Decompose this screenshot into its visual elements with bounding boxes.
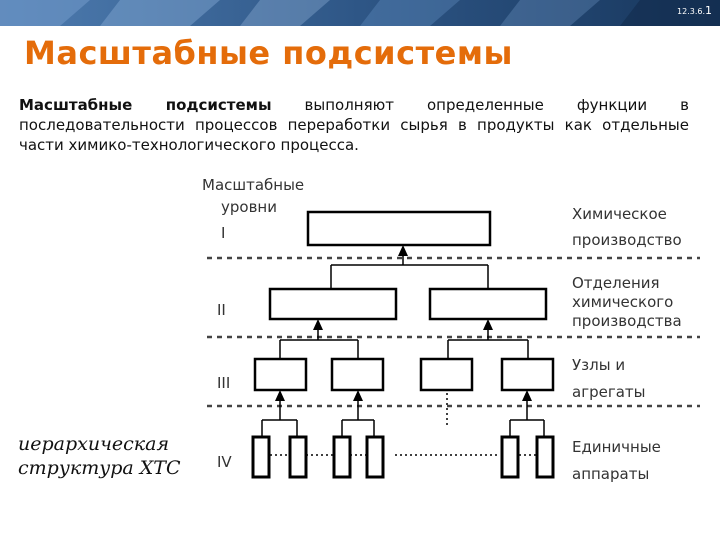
level-3-box-2 xyxy=(332,359,383,390)
level-2-desc-line-1: Отделения xyxy=(572,274,660,292)
level-3-box-3 xyxy=(421,359,472,390)
arrow-to-level-3-2 xyxy=(353,390,363,401)
level-roman-4: IV xyxy=(217,453,232,471)
level-2-box-left xyxy=(270,289,396,319)
level-roman-3: III xyxy=(217,374,231,392)
scale-header-line-1: Масштабные xyxy=(202,176,305,194)
level-3-desc-line-2: агрегаты xyxy=(572,383,646,401)
paragraph-text: выполняют определенные функции в последовательности процессов переработки сырья в продукты как отдельные части химико-технологического процесса. xyxy=(19,96,689,154)
arrow-to-level-3-1 xyxy=(275,390,285,401)
arrow-to-level-2-right xyxy=(483,319,493,330)
level-4-desc-line-2: аппараты xyxy=(572,465,650,483)
level-2-desc-line-2: химического xyxy=(572,293,674,311)
arrow-to-level-1 xyxy=(398,245,408,256)
level-4-desc-line-1: Единичные xyxy=(572,438,661,456)
level-roman-1: I xyxy=(221,224,226,242)
level-3-desc-line-1: Узлы и xyxy=(572,356,626,374)
slide-number: 12.3.6.1 xyxy=(677,4,712,17)
apparatus-5 xyxy=(502,437,518,477)
apparatus-1 xyxy=(253,437,269,477)
level-3-box-4 xyxy=(502,359,553,390)
apparatus-6 xyxy=(537,437,553,477)
arrow-to-level-3-4 xyxy=(522,390,532,401)
level-1-desc-line-1: Химическое xyxy=(572,205,667,223)
level-1-box xyxy=(308,212,490,245)
apparatus-3 xyxy=(334,437,350,477)
level-roman-2: II xyxy=(217,301,226,319)
arrow-to-level-2-left xyxy=(313,319,323,330)
diagram-caption: иерархическая структура ХТС xyxy=(18,433,181,479)
paragraph-lead: Масштабные подсистемы xyxy=(19,96,272,114)
level-1-desc-line-2: производство xyxy=(572,231,682,249)
level-2-box-right xyxy=(430,289,546,319)
apparatus-4 xyxy=(367,437,383,477)
scale-header-line-2: уровни xyxy=(221,198,277,216)
level-4-apparatus xyxy=(253,437,553,477)
slide-title: Масштабные подсистемы xyxy=(24,34,513,72)
connector-2-3 xyxy=(280,326,528,359)
connector-3-4 xyxy=(262,397,544,437)
apparatus-2 xyxy=(290,437,306,477)
level-3-box-1 xyxy=(255,359,306,390)
level-2-desc-line-3: производства xyxy=(572,312,682,330)
